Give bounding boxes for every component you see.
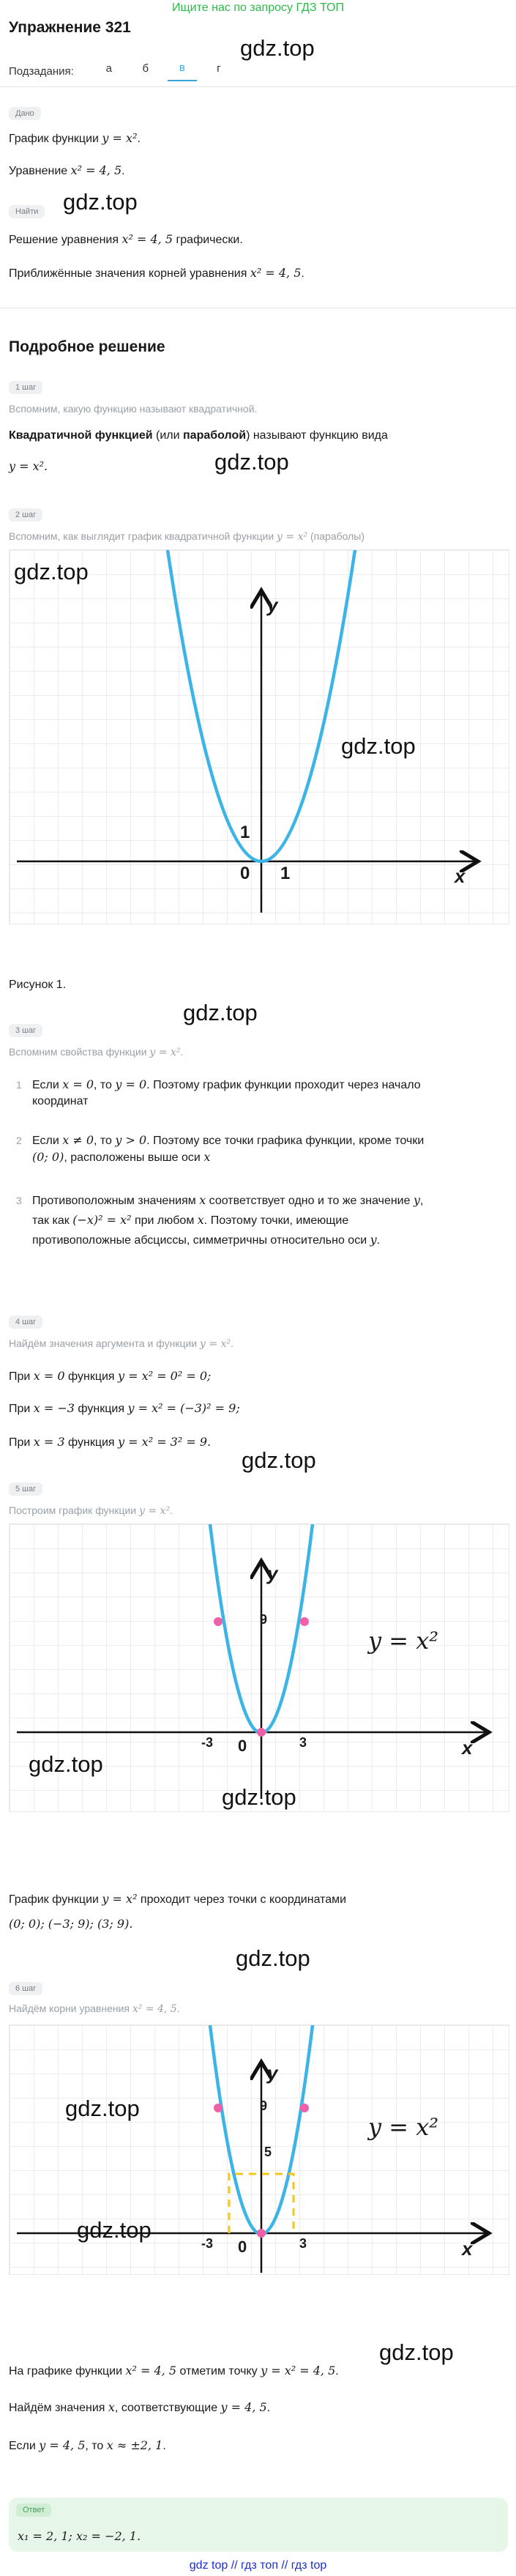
tick-label: 9 <box>260 1612 268 1627</box>
definition-line: Квадратичной функцией (или параболой) называют функцию вида <box>9 429 388 442</box>
y-axis-label: y <box>267 2062 278 2084</box>
x-axis-label: x <box>462 2238 473 2260</box>
y-axis-label: y <box>267 1562 278 1584</box>
list-item: 3 Противоположным значениям x соответствует одно и то же значение y, так как (−x)² = x² при любом x. Поэтому точки, имеющие противоположные абсциссы, симметричны относительно оси y. <box>16 1193 424 1247</box>
step-hint: Найдём значения аргумента и функции y = x². <box>9 1337 233 1350</box>
graph-points <box>9 1523 509 1812</box>
watermark: gdz.top <box>236 1945 310 1971</box>
value-line: При x = −3 функция y = x² = (−3)² = 9; <box>9 1401 240 1415</box>
step-hint: Найдём корни уравнения x² = 4, 5. <box>9 2002 180 2015</box>
bottom-links[interactable]: gdz top // гдз топ // гдз top <box>189 2559 327 2572</box>
watermark: gdz.top <box>14 559 89 584</box>
step-badge: 2 шаг <box>9 508 42 521</box>
tick-label: -3 <box>201 1735 214 1750</box>
points-list: (0; 0); (−3; 9); (3; 9). <box>9 1917 133 1931</box>
points-sentence: График функции y = x² проходит через точки с координатами <box>9 1892 347 1906</box>
tick-label: 1 <box>280 864 291 883</box>
watermark: gdz.top <box>29 1751 103 1777</box>
watermark: gdz.top <box>379 2339 454 2365</box>
divider <box>0 86 516 87</box>
step-badge: 4 шаг <box>9 1315 42 1329</box>
step-hint: Вспомним свойства функции y = x². <box>9 1046 184 1058</box>
graph-parabola <box>9 549 509 924</box>
watermark: gdz.top <box>63 189 138 215</box>
tick-label: 3 <box>299 2236 307 2251</box>
answer-box <box>9 2498 508 2552</box>
point-origin <box>257 1728 266 1737</box>
find-line-1: Решение уравнения x² = 4, 5 графически. <box>9 232 243 246</box>
tick-label: 1 <box>240 823 250 842</box>
given-line-2: Уравнение x² = 4, 5. <box>9 163 125 177</box>
answer-badge: Ответ <box>16 2503 51 2517</box>
definition-formula: y = x². <box>9 459 48 473</box>
step-badge: 6 шаг <box>9 1982 42 1995</box>
y-axis-label: y <box>267 594 278 616</box>
point-neg3-9 <box>214 2104 223 2112</box>
tick-label: -3 <box>201 2236 214 2251</box>
find-badge: Найти <box>9 205 45 218</box>
subtask-tabs <box>9 62 241 81</box>
watermark: gdz.top <box>77 2217 152 2243</box>
step-hint: Вспомним, как выглядит график квадратичной функции y = x² (параболы) <box>9 530 364 543</box>
top-banner[interactable]: Ищите нас по запросу ГДЗ ТОП <box>172 1 344 14</box>
watermark: gdz.top <box>242 1447 316 1473</box>
function-label: y = x² <box>368 2113 439 2141</box>
step-hint: Вспомним, какую функцию называют квадратичной. <box>9 403 258 415</box>
point-neg3-9 <box>214 1617 223 1626</box>
step-badge: 5 шаг <box>9 1482 42 1496</box>
origin-label: 0 <box>238 1737 247 1755</box>
step6-line-3: Если y = 4, 5, то x ≈ ±2, 1. <box>9 2438 166 2452</box>
list-item: 2 Если x ≠ 0, то y > 0. Поэтому все точки графика функции, кроме точки (0; 0), расположены выше оси x <box>16 1133 425 1164</box>
x-axis-label: x <box>455 865 465 887</box>
step-badge: 1 шаг <box>9 381 42 394</box>
point-3-9 <box>300 1617 309 1626</box>
tab-g[interactable]: г <box>217 62 221 75</box>
find-line-2: Приближённые значения корней уравнения x² = 4, 5. <box>9 266 304 280</box>
x-axis-label: x <box>462 1737 473 1759</box>
figure-caption: Рисунок 1. <box>9 979 67 991</box>
watermark: gdz.top <box>214 449 289 475</box>
graph-roots <box>9 2024 509 2275</box>
step6-line-1: На графике функции x² = 4, 5 отметим точку y = x² = 4, 5. <box>9 2364 339 2378</box>
tick-label: 9 <box>260 2098 268 2113</box>
value-line: При x = 0 функция y = x² = 0² = 0; <box>9 1369 212 1383</box>
tab-b[interactable]: б <box>142 62 149 75</box>
given-line-1: График функции y = x². <box>9 131 141 145</box>
origin-label: 0 <box>240 864 250 883</box>
tab-v[interactable]: в <box>168 62 197 81</box>
list-item: 1 Если x = 0, то y = 0. Поэтому график функции проходит через начало координат <box>16 1077 421 1107</box>
solution-title: Подробное решение <box>9 338 165 355</box>
watermark: gdz.top <box>65 2096 140 2121</box>
value-line: При x = 3 функция y = x² = 3² = 9. <box>9 1435 212 1449</box>
subtasks-label: Подзадания: <box>9 65 74 78</box>
tick-label: 5 <box>264 2145 272 2159</box>
tab-a[interactable]: а <box>105 62 112 75</box>
step-hint: Построим график функции y = x². <box>9 1504 173 1517</box>
answer-text: x₁ = 2, 1; x₂ = −2, 1. <box>18 2529 141 2543</box>
tick-label: 3 <box>299 1735 307 1750</box>
point-origin <box>257 2229 266 2238</box>
watermark: gdz.top <box>222 1784 296 1810</box>
watermark: gdz.top <box>240 35 315 61</box>
point-3-9 <box>300 2104 309 2112</box>
step-badge: 3 шаг <box>9 1024 42 1037</box>
origin-label: 0 <box>238 2238 247 2256</box>
function-label: y = x² <box>368 1627 439 1655</box>
step6-line-2: Найдём значения x, соответствующие y = 4, 5. <box>9 2400 271 2414</box>
page-title: Упражнение 321 <box>9 19 131 36</box>
watermark: gdz.top <box>183 1000 258 1025</box>
watermark: gdz.top <box>341 733 416 759</box>
given-badge: Дано <box>9 107 41 120</box>
